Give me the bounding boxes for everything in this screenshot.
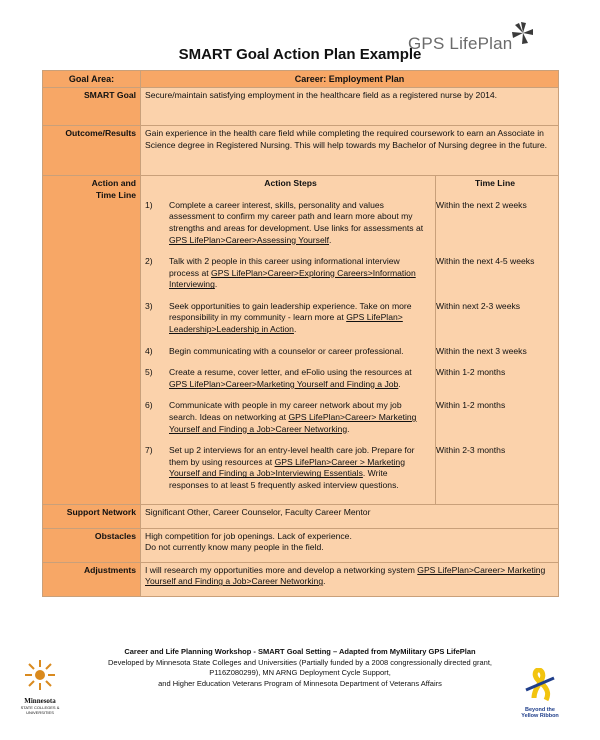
brand-name: GPS LifePlan [408, 34, 513, 53]
action-row [43, 176, 559, 504]
step-text-body: Begin communicating with a counselor or career professional. [169, 345, 404, 356]
goal-area-value: Career: Employment Plan [141, 71, 559, 88]
yellow-ribbon-icon [520, 668, 560, 702]
time-line-header: Time Line [475, 178, 515, 189]
action-label [43, 176, 141, 504]
step-text-body: Complete a career interest, skills, personality and values assessment to confirm my career path and learn more about my strengths and areas for development. Use links for assessments at [169, 199, 424, 233]
footer-line2: Developed by Minnesota State Colleges and Universities (Partially funded by a 2008 congressionally directed grant, [108, 657, 492, 667]
action-plan-table [42, 70, 559, 597]
smart-goal-row [43, 88, 559, 126]
action-step [145, 200, 554, 246]
step-link[interactable]: GPS LifePlan>Career > Marketing Yourself and Finding a Job>Interviewing Essentials [169, 456, 405, 479]
pinwheel-logo-icon [510, 20, 536, 46]
step-text [169, 367, 428, 390]
action-step [145, 346, 554, 358]
column-divider [435, 176, 436, 503]
goal-area-label: Goal Area: [43, 71, 141, 88]
adjustments-label: Adjustments [43, 562, 141, 596]
support-text: Significant Other, Career Counselor, Faculty Career Mentor [141, 504, 559, 528]
step-time: Within 2-3 months [436, 445, 506, 456]
step-text-body: Set up 2 interviews for an entry-level health care job. Prepare for them by using resources at [169, 445, 415, 467]
goal-area-row [43, 71, 559, 88]
step-time: Within the next 2 weeks [436, 199, 527, 210]
step-text-body: Communicate with people in my career network about my job search. Ideas on networking at [169, 400, 402, 423]
action-steps-cell [141, 176, 559, 504]
step-number: 1) [145, 199, 153, 210]
step-text-after: . [214, 279, 218, 290]
adjustments-cell [141, 562, 559, 596]
outcome-row [43, 126, 559, 176]
step-text-after: . [347, 423, 350, 434]
action-step [145, 256, 554, 291]
step-text-body: Create a resume, cover letter, and eFolio using the resources at [169, 367, 412, 378]
action-steps-header: Action Steps [264, 178, 317, 189]
step-text [169, 200, 428, 246]
step-text-after: . [293, 324, 297, 335]
outcome-label: Outcome/Results [43, 126, 141, 176]
action-step [145, 400, 554, 435]
obstacles-line1: High competition for job openings. Lack of experience. [145, 530, 352, 541]
step-number: 7) [145, 445, 153, 456]
adjustments-row [43, 562, 559, 596]
action-steps-list [145, 200, 554, 492]
step-time: Within the next 4-5 weeks [436, 256, 535, 267]
page-title: SMART Goal Action Plan Example [178, 46, 422, 63]
step-number: 6) [145, 400, 153, 411]
footer-line3: P116Z080299), MN ARNG Deployment Cycle Support, [209, 668, 391, 677]
footer-line4: and Higher Education Veterans Program of Minnesota Department of Veterans Affairs [158, 678, 442, 688]
step-text-body: Talk with 2 people in this career using informational interview process at [169, 256, 400, 278]
beyond-yellow-ribbon-logo [510, 668, 570, 719]
step-text [169, 400, 428, 435]
action-step [145, 445, 554, 491]
minnesota-state-logo [12, 658, 68, 715]
action-step [145, 301, 554, 336]
step-time: Within the next 3 weeks [436, 345, 527, 356]
obstacles-label: Obstacles [43, 528, 141, 562]
step-time: Within next 2-3 weeks [436, 300, 521, 311]
step-number: 2) [145, 256, 153, 267]
support-label: Support Network [43, 504, 141, 528]
smart-goal-text: Secure/maintain satisfying employment in the healthcare field as a registered nurse by 2014. [141, 88, 559, 126]
step-number: 5) [145, 367, 153, 378]
step-link[interactable]: GPS LifePlan>Career>Assessing Yourself [169, 234, 330, 245]
sun-emblem-icon [23, 658, 57, 692]
step-link[interactable]: GPS LifePlan>Career>Marketing Yourself and Finding a Job [169, 378, 399, 389]
footer-line1: Career and Life Planning Workshop - SMART Goal Setting – Adapted from MyMilitary GPS LifePlan [124, 647, 476, 656]
adjustments-link[interactable]: GPS LifePlan>Career> Marketing Yourself and Finding a Job>Career Networking [145, 564, 546, 587]
step-text [169, 256, 428, 291]
step-number: 3) [145, 300, 153, 311]
step-text-after: . [398, 378, 401, 389]
footer [60, 647, 540, 689]
action-step [145, 367, 554, 390]
support-row [43, 504, 559, 528]
action-label-line1: Action and [91, 178, 136, 189]
step-text-body: Seek opportunities to gain leadership experience. Take on more responsibility in my community - learn more at [169, 300, 412, 323]
obstacles-cell [141, 528, 559, 562]
action-steps-header-row [145, 178, 554, 190]
btyr-line2: Yellow Ribbon [521, 713, 559, 720]
step-link[interactable]: GPS LifePlan>Career> Marketing Yourself and Finding a Job>Career Networking [169, 412, 417, 434]
step-link[interactable]: GPS LifePlan> Leadership>Leadership in Action [169, 312, 403, 335]
minnesota-name: Minnesota [24, 697, 56, 705]
adjustments-after: . [323, 576, 326, 587]
step-number: 4) [145, 345, 153, 356]
adjustments-text: I will research my opportunities more and develop a networking system [145, 564, 418, 575]
obstacles-row [43, 528, 559, 562]
btyr-line1: Beyond the [525, 707, 555, 713]
step-text [169, 301, 428, 336]
step-text [169, 445, 428, 491]
outcome-text: Gain experience in the health care field while completing the required coursework to earn an Associate in Science degree in Registered Nursing. This will help towards my Bachelor of Nursing degree in the future. [141, 126, 559, 176]
obstacles-line2: Do not currently know many people in the field. [145, 542, 324, 553]
step-text-after: . [329, 234, 332, 245]
smart-goal-label: SMART Goal [43, 88, 141, 126]
action-label-line2: Time Line [96, 189, 136, 200]
minnesota-sub: STATE COLLEGES & UNIVERSITIES [20, 705, 60, 715]
step-time: Within 1-2 months [436, 400, 506, 411]
step-link[interactable]: GPS LifePlan>Career>Exploring Careers>Information Interviewing [169, 267, 416, 290]
step-text [169, 346, 428, 358]
step-time: Within 1-2 months [436, 367, 506, 378]
step-text-after: . Write responses to at least 5 frequently asked interview questions. [169, 468, 399, 491]
